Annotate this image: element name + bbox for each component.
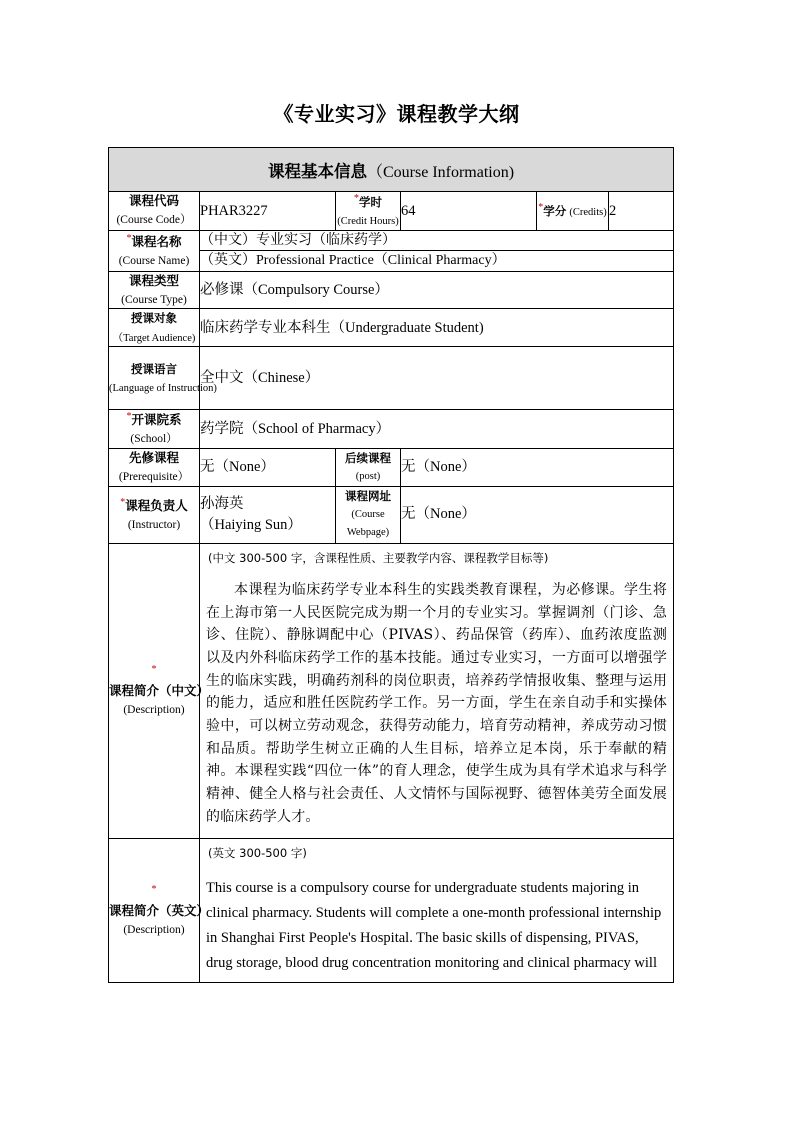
- instructor-name-cn: 孙海英: [200, 496, 244, 513]
- table-row-target-audience: [109, 309, 674, 346]
- required-marker: *: [151, 883, 157, 895]
- required-marker: *: [126, 232, 132, 244]
- header-label-en: （Course Information): [366, 163, 515, 181]
- value-course-name-en: （英文）Professional Practice（Clinical Pharmacy）: [200, 251, 674, 272]
- table-row-description-en: [109, 839, 674, 983]
- label-course-type: [109, 271, 200, 309]
- label-course-type-cn: 课程类型: [128, 272, 179, 288]
- description-cn-note: (中文 300-500 字，含课程性质、主要教学内容、课程教学目标等): [208, 550, 549, 565]
- page-title: 《专业实习》课程教学大纲: [273, 102, 520, 126]
- label-target-audience: [109, 309, 200, 346]
- label-prerequisite: [109, 448, 200, 486]
- label-description-cn-cn: 课程简介（中文）: [109, 683, 210, 699]
- required-marker: *: [126, 410, 132, 422]
- value-credit-hours: 64: [401, 192, 537, 231]
- label-course-code-en: (Course Code）: [116, 214, 192, 227]
- label-course-name: [109, 230, 200, 271]
- description-cn-body: 本课程为临床药学专业本科生的实践类教育课程，为必修课。学生将在上海市第一人民医院完成为期一个月的专业实习。掌握调剂（门诊、急诊、住院）、静脉调配中心（PIVAS）、药品保管（药库）、血药浓度监测以及内外科临床药学工作的基本技能。通过专业实习，一方面可以增强学生的临床实践，明确药剂科的岗位职责，培养药学情报收集、整理与运用的能力，适应和胜任医院药学工作。另一方面，学生在亲自动手和实操体验中，可以树立劳动观念，获得劳动能力，培育劳动精神，养成劳动习惯和品质。帮助学生树立正确的人生目标，培养立足本岗，乐于奉献的精神。本课程实践“四位一体”的育人理念，使学生成为具有学术追求与科学精神、健全人格与社会责任、人文情怀与国际视野、德智体美劳全面发展的临床药学人才。: [206, 581, 668, 825]
- label-language-cn: 授课语言: [131, 361, 177, 376]
- label-prerequisite-cn: 先修课程: [128, 449, 179, 465]
- label-description-en-cn: 课程简介（英文）: [109, 902, 210, 918]
- table-header-cell: [109, 148, 674, 192]
- course-information-table: [108, 147, 674, 983]
- value-course-name-cn: （中文）专业实习（临床药学）: [200, 230, 674, 251]
- label-post-course: [336, 448, 401, 486]
- label-credit-hours: [336, 192, 401, 231]
- instructor-name-en: （Haiying Sun）: [200, 516, 302, 533]
- table-row-language: [109, 346, 674, 409]
- table-row-course-code: [109, 192, 674, 231]
- label-instructor-cn: 课程负责人: [125, 497, 188, 513]
- label-course-code: [109, 192, 200, 231]
- label-school: [109, 409, 200, 448]
- description-en-note: (英文 300-500 字): [208, 846, 307, 861]
- label-school-en: (School）: [130, 433, 178, 446]
- label-course-name-en: (Course Name): [118, 254, 190, 267]
- label-course-webpage: [336, 486, 401, 543]
- value-target-audience: 临床药学专业本科生（Undergraduate Student): [200, 309, 674, 346]
- table-row-course-type: [109, 271, 674, 309]
- label-credit-hours-cn: 学时: [359, 195, 382, 210]
- table-row-description-cn: [109, 543, 674, 839]
- description-en-body: This course is a compulsory course for undergraduate students majoring in clinical pharmacy. Students will complete a one-month professional internship in Shanghai First People's Hospital. The basic skills of dispensing, PIVAS, drug storage, blood drug concentration monitoring and clinical pharmacy will: [206, 880, 662, 972]
- table-row-instructor: [109, 486, 674, 543]
- required-marker: *: [354, 193, 359, 204]
- label-instructor: [109, 486, 200, 543]
- label-description-cn: [109, 543, 210, 839]
- value-course-webpage: 无（None）: [401, 486, 674, 543]
- value-credits: 2: [609, 192, 674, 231]
- table-row-school: [109, 409, 674, 448]
- label-prerequisite-en: (Prerequisite）: [118, 470, 190, 483]
- label-credit-hours-en: (Credit Hours): [337, 216, 399, 228]
- label-course-type-en: (Course Type): [121, 293, 187, 306]
- label-description-en: [109, 839, 210, 983]
- value-post-course: 无（None）: [401, 448, 674, 486]
- label-description-en-en: (Description): [123, 924, 185, 937]
- value-prerequisite: 无（None）: [200, 448, 336, 486]
- label-target-audience-cn: 授课对象: [131, 311, 177, 326]
- value-instructor: [200, 486, 336, 543]
- header-label-cn: 课程基本信息: [267, 161, 367, 181]
- value-description-en: [200, 839, 674, 983]
- value-language: 全中文（Chinese）: [200, 346, 674, 409]
- label-credits-cn: 学分: [543, 204, 567, 219]
- label-course-name-cn: 课程名称: [131, 233, 182, 249]
- label-language-en: (Language of Instruction): [109, 382, 217, 394]
- table-row-prerequisite: [109, 448, 674, 486]
- label-post-course-cn: 后续课程: [345, 450, 391, 465]
- required-marker: *: [151, 663, 157, 675]
- value-description-cn: [200, 543, 674, 839]
- value-school: 药学院（School of Pharmacy）: [200, 409, 674, 448]
- table-row-course-name-cn: [109, 230, 674, 251]
- value-course-type: 必修课（Compulsory Course）: [200, 271, 674, 309]
- label-description-cn-en: (Description): [123, 704, 185, 717]
- label-post-course-en: (post): [355, 470, 381, 482]
- required-marker: *: [538, 202, 544, 214]
- value-course-code: PHAR3227: [200, 192, 336, 231]
- label-credits-en: (Credits): [569, 207, 607, 219]
- label-language: [109, 346, 217, 409]
- label-credits: [537, 192, 609, 231]
- label-course-webpage-en: (Course Webpage): [346, 509, 390, 538]
- label-course-webpage-cn: 课程网址: [345, 489, 391, 504]
- label-target-audience-en: （Target Audience): [112, 332, 196, 344]
- label-instructor-en: (Instructor): [127, 518, 181, 531]
- label-school-cn: 开课院系: [131, 411, 182, 427]
- table-row-header: [109, 148, 674, 192]
- required-marker: *: [120, 496, 126, 508]
- label-course-code-cn: 课程代码: [128, 193, 179, 209]
